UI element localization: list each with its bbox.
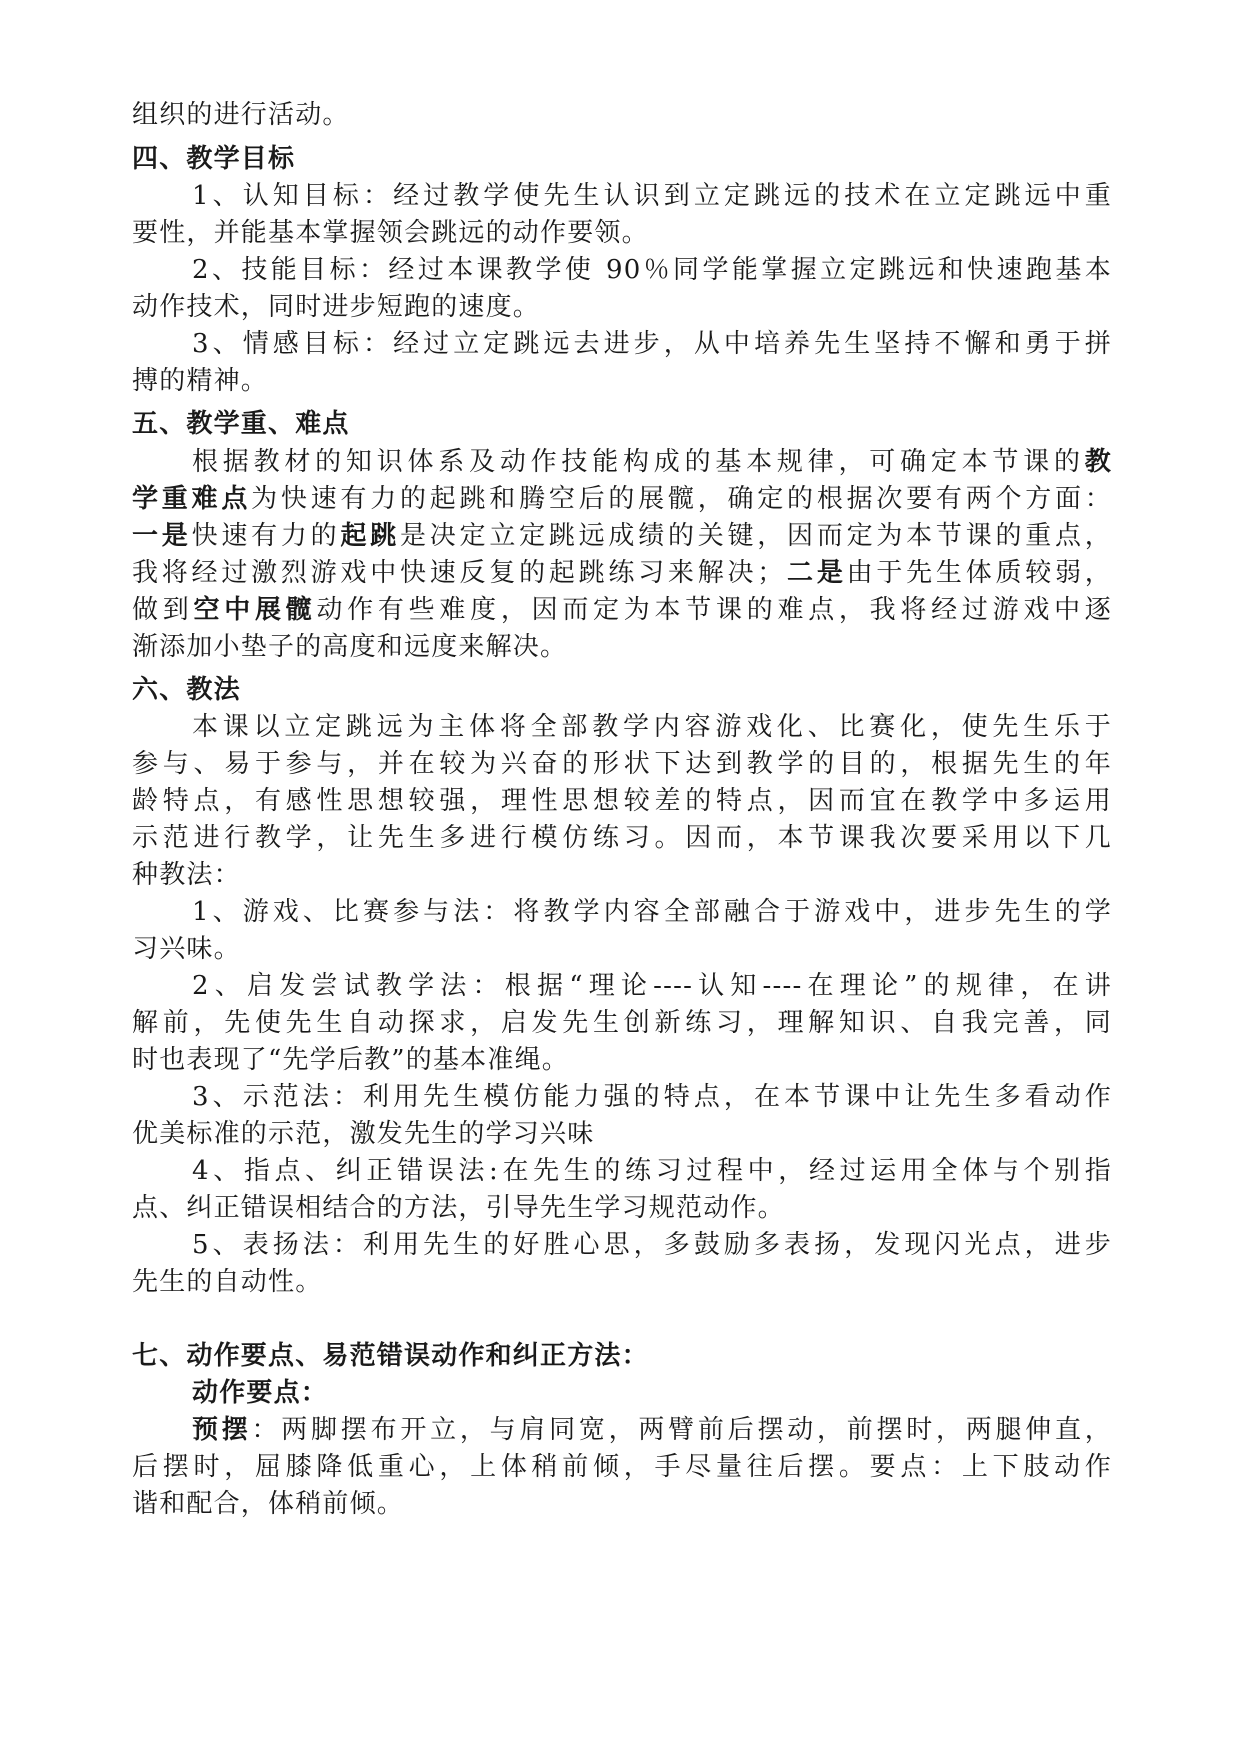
text-line: 2、技能目标：经过本课教学使 90％同学能掌握立定跳远和快速跑基本 — [192, 255, 1112, 285]
text-line — [192, 1411, 1112, 1449]
text-run: ：两脚摆布开立，与肩同宽，两臂前后摆动，前摆时，两腿伸直， — [251, 1415, 1112, 1445]
text-line: 渐添加小垫子的高度和远度来解决。 — [132, 632, 568, 662]
bold-run: 二是 — [784, 558, 847, 588]
text-line: 1、游戏、比赛参与法：将教学内容全部融合于游戏中，进步先生的学 — [192, 897, 1112, 927]
text-line: 5、表扬法：利用先生的好胜心思，多鼓励多表扬，发现闪光点，进步 — [192, 1230, 1112, 1260]
text-run: 我将经过激烈游戏中快速反复的起跳练习来解决； — [132, 558, 785, 588]
text-run: 动作有些难度，因而定为本节课的难点，我将经过游戏中逐 — [316, 595, 1113, 625]
text-run: 为快速有力的起跳和腾空后的展髋，确定的根据次要有两个方面： — [251, 484, 1112, 514]
text-line: 谐和配合，体稍前倾。 — [132, 1489, 405, 1519]
text-line: 2、启发尝试教学法：根据“理论----认知----在理论”的规律，在讲 — [192, 971, 1112, 1001]
text-line — [192, 443, 1112, 481]
text-line: 组织的进行活动。 — [132, 100, 350, 130]
section-heading: 五、教学重、难点 — [132, 409, 350, 439]
text-line: 本课以立定跳远为主体将全部教学内容游戏化、比赛化，使先生乐于 — [192, 712, 1112, 742]
text-line: 先生的自动性。 — [132, 1267, 323, 1297]
text-line: 时也表现了“先学后教”的基本准绳。 — [132, 1045, 569, 1075]
text-line: 3、情感目标：经过立定跳远去进步，从中培养先生坚持不懈和勇于拼 — [192, 329, 1112, 359]
text-line: 习兴味。 — [132, 934, 241, 964]
text-line: 解前，先使先生自动探求，启发先生创新练习，理解知识、自我完善，同 — [132, 1008, 1112, 1038]
bold-run: 一是 — [132, 521, 192, 551]
text-line: 搏的精神。 — [132, 366, 269, 396]
text-line — [132, 554, 1112, 592]
text-line: 要性，并能基本掌握领会跳远的动作要领。 — [132, 218, 649, 248]
text-line — [132, 517, 1112, 555]
text-line: 优美标准的示范，激发先生的学习兴味 — [132, 1119, 595, 1149]
text-line: 龄特点，有感性思想较强，理性思想较差的特点，因而宜在教学中多运用 — [132, 786, 1112, 816]
section-heading: 六、教法 — [132, 675, 241, 705]
text-run: 由于先生体质较弱， — [846, 558, 1112, 588]
bold-run: 预摆 — [192, 1415, 252, 1445]
bold-run: 空中展髋 — [193, 595, 317, 625]
text-line — [132, 591, 1112, 629]
text-line: 3、示范法：利用先生模仿能力强的特点，在本节课中让先生多看动作 — [192, 1082, 1112, 1112]
section-heading: 七、动作要点、易范错误动作和纠正方法： — [132, 1341, 649, 1371]
text-line: 1、认知目标：经过教学使先生认识到立定跳远的技术在立定跳远中重 — [192, 181, 1112, 211]
text-line — [132, 480, 1112, 518]
text-run: 是决定立定跳远成绩的关键，因而定为本节课的重点， — [400, 521, 1112, 551]
text-run: 做到 — [132, 595, 194, 625]
text-line: 参与、易于参与，并在较为兴奋的形状下达到教学的目的，根据先生的年 — [132, 749, 1112, 779]
bold-run: 学重难点 — [132, 484, 252, 514]
text-line: 4、指点、纠正错误法:在先生的练习过程中，经过运用全体与个别指 — [192, 1156, 1112, 1186]
bold-run: 教 — [1084, 447, 1112, 477]
subheading: 动作要点： — [192, 1378, 329, 1408]
bold-run: 起跳 — [340, 521, 400, 551]
text-run: 根据教材的知识体系及动作技能构成的基本规律，可确定本节课的 — [192, 447, 1085, 477]
section-heading: 四、教学目标 — [132, 144, 296, 174]
text-run: 快速有力的 — [191, 521, 341, 551]
text-line: 后摆时，屈膝降低重心，上体稍前倾，手尽量往后摆。要点：上下肢动作 — [132, 1452, 1112, 1482]
text-line: 动作技术，同时进步短跑的速度。 — [132, 292, 541, 322]
text-line: 示范进行教学，让先生多进行模仿练习。因而，本节课我次要采用以下几 — [132, 823, 1112, 853]
text-line: 点、纠正错误相结合的方法，引导先生学习规范动作。 — [132, 1193, 785, 1223]
text-line: 种教法： — [132, 860, 241, 890]
